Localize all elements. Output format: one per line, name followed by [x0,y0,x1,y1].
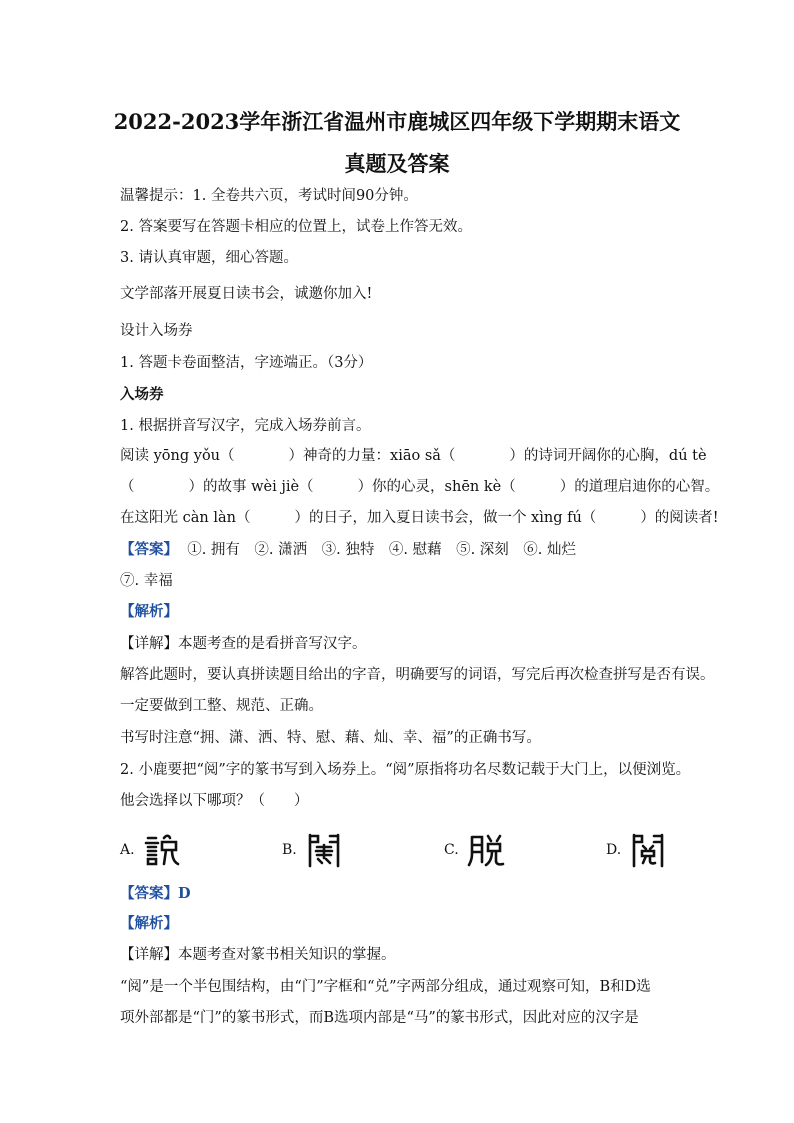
option-label: A. [120,842,135,858]
seal-script-glyph-a-icon [142,832,182,868]
seal-script-glyph-c-icon [466,832,506,868]
pinyin-line-1 [120,446,707,466]
analysis-label: 【解析】 [120,603,178,620]
tip-3: 3. 请认真审题，细心答题。 [120,250,298,266]
pinyin-text: ）你的心灵，shēn kè（ [357,479,516,495]
pinyin-text: （ [120,479,135,495]
question-2-explanation-1: “阅”是一个半包围结构，由“门”字框和“兑”字两部分组成，通过观察可知，B和D选 [120,979,651,995]
document-title-line-2: 真题及答案 [344,151,450,176]
intro-text: 文学部落开展夏日读书会，诚邀你加入! [120,286,373,302]
pinyin-line-2 [120,477,719,497]
pinyin-text: ）的诗词开阔你的心胸，dú tè [509,448,707,464]
option-label: D. [606,842,622,858]
pinyin-text: ）的日子，加入夏日读书会，做一个 xìng fú（ [294,510,597,526]
option-label: B. [282,842,297,858]
pinyin-text: ）的故事 wèi jiè（ [188,479,314,495]
pinyin-text: 阅读 yōng yǒu（ [120,448,235,464]
tip-2: 2. 答案要写在答题卡相应的位置上，试卷上作答无效。 [120,219,472,235]
question-2-answer [120,884,191,904]
question-1-prompt: 1. 根据拼音写汉字，完成入场券前言。 [120,418,371,434]
answer-label: 【答案】 [120,541,178,558]
pinyin-text: ）神奇的力量：xiāo sǎ（ [288,448,456,464]
pinyin-text: ）的道理启迪你的心智。 [559,479,720,495]
question-2-detail: 【详解】本题考查对篆书相关知识的掌握。 [120,947,396,963]
explanation-line-2: 一定要做到工整、规范、正确。 [120,698,323,714]
answer-values: ①. 拥有 ②. 潇洒 ③. 独特 ④. 慰藉 ⑤. 深刻 ⑥. 灿烂 [187,542,577,558]
document-title-line-1: 2022-2023学年浙江省温州市鹿城区四年级下学期期末语文 [113,109,681,134]
answer-line-1 [120,540,576,560]
explanation-line-3: 书写时注意“拥、潇、洒、特、慰、藉、灿、幸、福”的正确书写。 [120,730,541,746]
question-2-prompt-1: 2. 小鹿要把“阅”字的篆书写到入场券上。“阅”原指将功名尽数记载于大门上，以便浏览。 [120,762,691,778]
answer-line-2: ⑦. 幸福 [120,573,173,589]
option-a[interactable] [120,832,182,868]
seal-script-glyph-d-icon [628,832,668,868]
answer-text: 【答案】D [120,885,191,902]
option-d[interactable] [606,832,668,868]
seal-script-glyph-b-icon [304,832,344,868]
option-c[interactable] [444,832,506,868]
detail-line: 【详解】本题考查的是看拼音写汉字。 [120,636,367,652]
pinyin-text: ）的阅读者! [640,510,719,526]
explanation-line-1: 解答此题时，要认真拼读题目给出的字音，明确要写的词语，写完后再次检查拼写是否有误。 [120,667,715,683]
question-0: 1. 答题卡卷面整洁，字迹端正。（3分） [120,355,373,371]
pinyin-text: 在这阳光 càn làn（ [120,510,251,526]
section-heading: 设计入场券 [120,323,193,339]
question-2-explanation-2: 项外部都是“门”的篆书形式，而B选项内部是“马”的篆书形式，因此对应的汉字是 [120,1010,639,1026]
tip-1: 温馨提示：1. 全卷共六页，考试时间90分钟。 [120,188,418,204]
option-label: C. [444,842,459,858]
option-b[interactable] [282,832,344,868]
question-2-analysis-label: 【解析】 [120,915,178,932]
pinyin-line-3 [120,508,719,528]
question-2-prompt-2: 他会选择以下哪项？（ ） [120,793,309,809]
ticket-heading: 入场券 [120,386,164,403]
